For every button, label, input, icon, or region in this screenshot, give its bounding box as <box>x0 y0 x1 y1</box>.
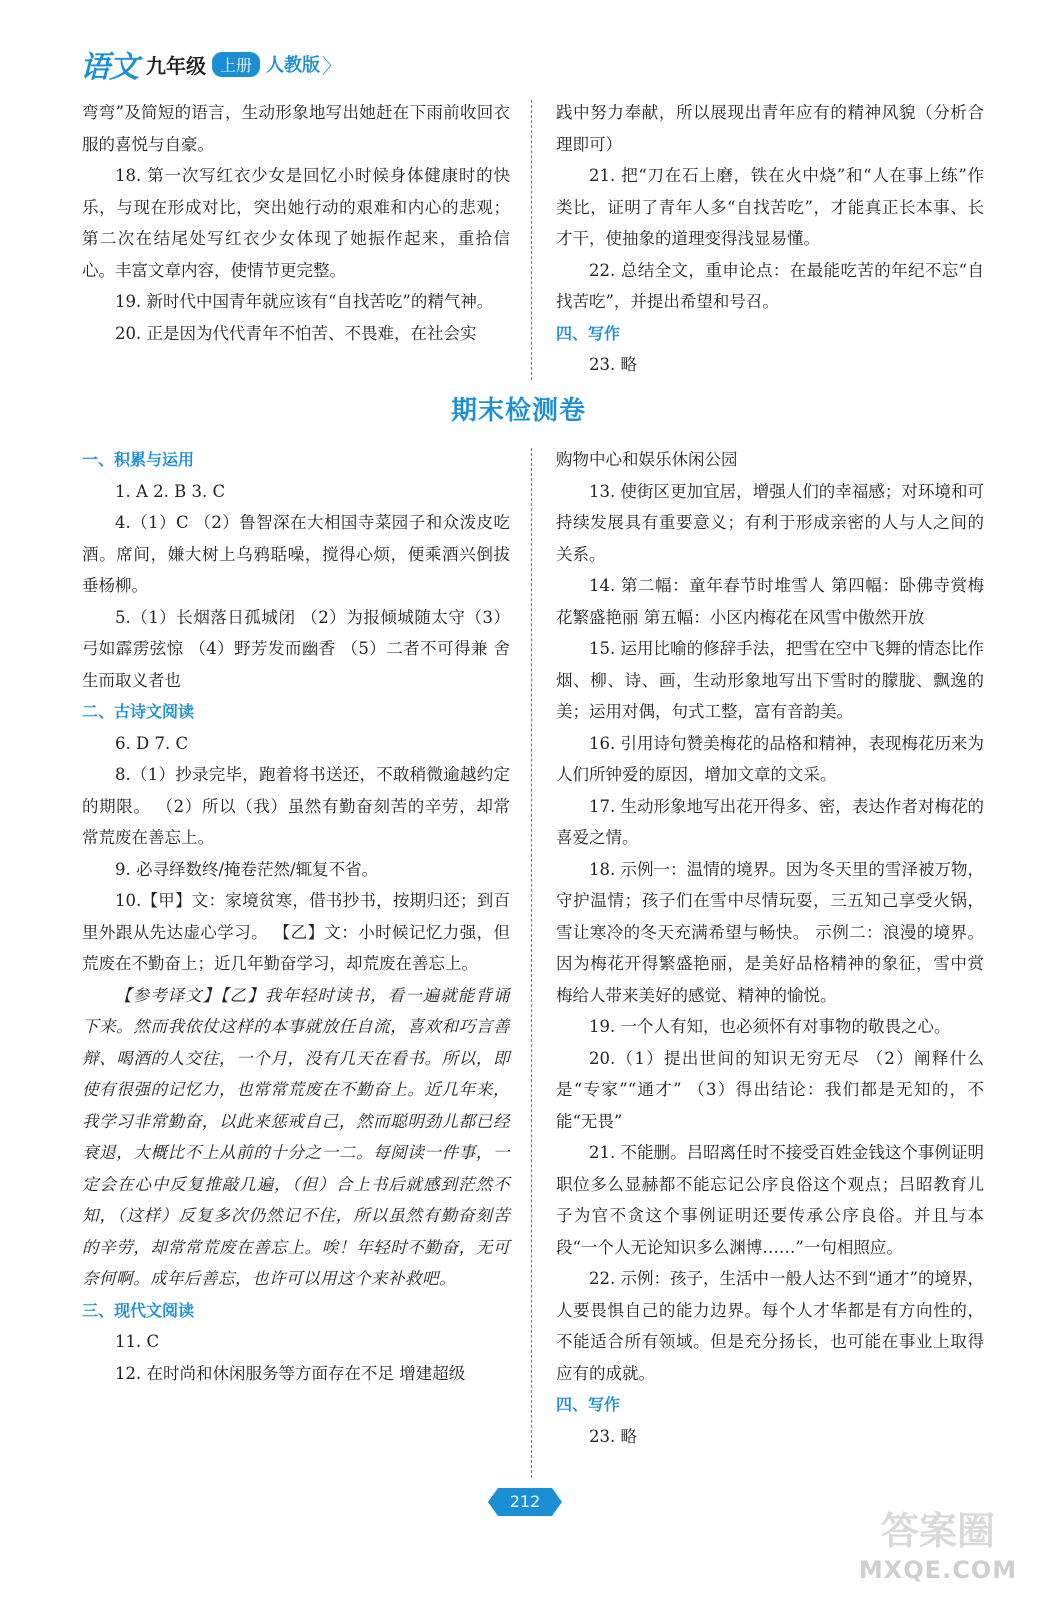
answer-20: 20.（1）提出世间的知识无穷无尽 （2）阐释什么是“专家”“通才” （3）得出结论：我们都是无知的，不能“无畏” <box>556 1048 984 1131</box>
column-divider-bottom <box>531 448 532 1478</box>
grade-label: 九年级 <box>146 53 206 78</box>
answer-16: 16. 引用诗句赞美梅花的品格和精神，表现梅花历来为人们所钟爱的原因，增加文章的文采。 <box>556 733 984 784</box>
reference-translation: 【参考译文】【乙】我年轻时读书，看一遍就能背诵下来。然而我依仗这样的本事就放任自流，喜欢和巧言善辩、喝酒的人交往，一个月，没有几天在看书。所以，即使有很强的记忆力，也常常荒废在不勤奋上。近几年来，我学习非常勤奋，以此来惩戒自己，然而聪明劲儿都已经衰退，大概比不上从前的十分之一二。每阅读一件事，一定会在心中反复推敲几遍，（但）合上书后就感到茫然不知，（这样）反复多次仍然记不住，所以虽然有勤奋刻苦的辛劳，却常常荒废在善忘上。唉！年轻时不勤奋，无可奈何啊。成年后善忘，也许可以用这个来补救吧。 <box>82 985 510 1288</box>
answer-12: 12. 在时尚和休闲服务等方面存在不足 增建超级 <box>115 1363 466 1383</box>
edition-label: 人教版 <box>266 55 321 76</box>
section-title: 期末检测卷 <box>450 396 586 426</box>
bottom-right-column <box>556 444 984 1452</box>
answer-19: 19. 新时代中国青年就应该有“自找苦吃”的精气神。 <box>115 292 494 311</box>
answer-4: 4.（1）C （2）鲁智深在大相国寺菜园子和众泼皮吃酒。席间，嫌大树上乌鸦聒噪，搅得心烦，便乘酒兴倒拔垂杨柳。 <box>82 513 510 595</box>
answer-8: 8.（1）抄录完毕，跑着将书送还，不敢稍微逾越约定的期限。 （2）所以（我）虽然有勤奋刻苦的辛劳，却常常荒废在善忘上。 <box>82 765 510 847</box>
answer-23: 23. 略 <box>589 1426 637 1446</box>
top-right-column <box>556 97 984 381</box>
answer-22: 22. 总结全文，重申论点：在最能吃苦的年纪不忘“自找苦吃”，并提出希望和号召。 <box>556 260 984 311</box>
volume-badge: 上册 <box>212 52 260 77</box>
chevron-right-icon: 〉 <box>322 53 343 78</box>
answer-9: 9. 必寻绎数终/掩卷茫然/辄复不省。 <box>115 859 379 879</box>
page-header <box>80 44 342 84</box>
answer-22: 22. 示例：孩子，生活中一般人达不到“通才”的境界，人要畏惧自己的能力边界。每个人才华都是有方向性的，不能适合所有领域。但是充分扬长，也可能在事业上取得应有的成就。 <box>556 1269 984 1383</box>
answer-21: 21. 不能删。吕昭离任时不接受百姓金钱这个事例证明职位多么显赫都不能忘记公序良俗这个观点；吕昭教育儿子为官不贪这个事例证明还要传承公序良俗。并且与本段“一个人无论知识多么渊博……”一句相照应。 <box>556 1143 984 1257</box>
brand-logo: 语文 <box>80 50 138 85</box>
answer-13: 13. 使街区更加宜居，增强人们的幸福感；对环境和可持续发展具有重要意义；有利于形成亲密的人与人之间的关系。 <box>556 481 984 564</box>
answer-5: 5.（1）长烟落日孤城闭 （2）为报倾城随太守（3）弓如霹雳弦惊 （4）野芳发而幽香 （5）二者不可得兼 舍生而取义者也 <box>82 607 510 690</box>
column-divider-top <box>531 100 532 380</box>
answer-18: 18. 示例一：温情的境界。因为冬天里的雪泽被万物，守护温情；孩子们在雪中尽情玩耍，三五知己享受火锅，雪让寒冷的冬天充满希望与畅快。 示例二：浪漫的境界。因为梅花开得繁盛艳丽，是美好品格精神的象征，雪中赏梅给人带来美好的感觉、精神的愉悦。 <box>556 859 984 1005</box>
answer-15: 15. 运用比喻的修辞手法，把雪在空中飞舞的情态比作烟、柳、诗、画，生动形象地写出下雪时的朦胧、飘逸的美；运用对偶，句式工整，富有音韵美。 <box>556 639 984 721</box>
section-2-heading: 二、古诗文阅读 <box>82 702 195 721</box>
answer-19: 19. 一个人有知，也必须怀有对事物的敬畏之心。 <box>589 1017 951 1036</box>
watermark-logo-text: 答案圈 <box>880 1509 995 1553</box>
answer-20: 20. 正是因为代代青年不怕苦、不畏难，在社会实 <box>115 323 477 343</box>
answer-17-cont: 弯弯”及简短的语言，生动形象地写出她赶在下雨前收回衣服的喜悦与自豪。 <box>82 103 510 154</box>
answer-18: 18. 第一次写红衣少女是回忆小时候身体健康时的快乐，与现在形成对比，突出她行动的艰难和内心的悲观；第二次在结尾处写红衣少女体现了她振作起来，重拾信心。丰富文章内容，使情节更完整。 <box>82 166 510 280</box>
section-3-heading: 三、现代文阅读 <box>82 1300 195 1320</box>
top-left-column <box>82 97 510 349</box>
answer-6-7: 6. D 7. C <box>115 733 189 753</box>
watermark <box>848 1500 1028 1595</box>
answer-21: 21. 把“刀在石上磨，铁在火中烧”和“人在事上练”作类比，证明了青年人多“自找苦吃”，才能真正长本事、长才干，使抽象的道理变得浅显易懂。 <box>556 166 984 248</box>
answer-12-cont: 购物中心和娱乐休闲公园 <box>556 450 738 469</box>
answer-1-3: 1. A 2. B 3. C <box>115 481 226 501</box>
section-writing-heading: 四、写作 <box>556 323 621 343</box>
page-number-text: 212 <box>509 1492 541 1511</box>
answer-11: 11. C <box>115 1332 160 1351</box>
answer-20-cont: 践中努力奉献，所以展现出青年应有的精神风貌（分析合理即可） <box>556 103 984 154</box>
answer-14: 14. 第二幅：童年春节时堆雪人 第四幅：卧佛寺赏梅花繁盛艳丽 第五幅：小区内梅花在风雪中傲然开放 <box>556 576 984 627</box>
section-4-heading: 四、写作 <box>556 1395 621 1414</box>
answer-23: 23. 略 <box>589 355 637 374</box>
answer-17: 17. 生动形象地写出花开得多、密，表达作者对梅花的喜爱之情。 <box>556 796 984 847</box>
page-number <box>488 1488 562 1516</box>
watermark-url: MXQE.COM <box>858 1556 1018 1584</box>
section-1-heading: 一、积累与运用 <box>82 450 195 469</box>
answer-10: 10.【甲】文：家境贫寒，借书抄书，按期归还；到百里外跟从先达虚心学习。 【乙】文：小时候记忆力强，但荒废在不勤奋上；近几年勤奋学习，却荒废在善忘上。 <box>82 891 510 973</box>
bottom-left-column <box>82 444 510 1389</box>
